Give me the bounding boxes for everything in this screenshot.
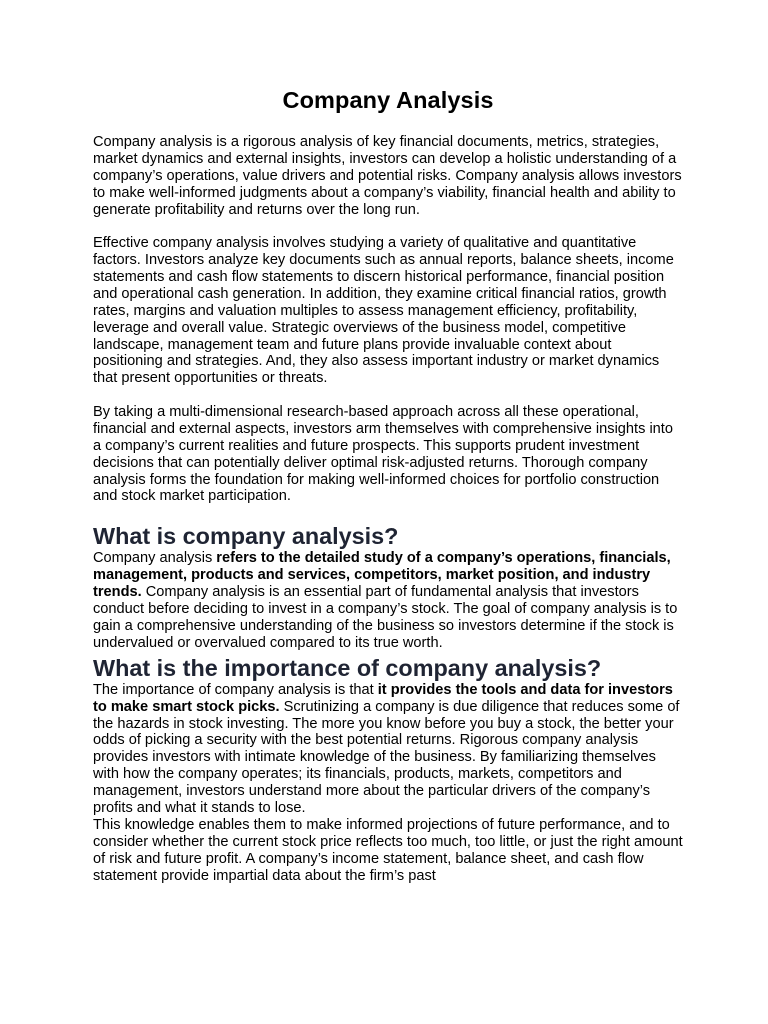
paragraph-bold-text: refers to the detailed study of a company’s operations, financials, management, products and services, competitors, market position, and industry trends. <box>93 550 671 601</box>
document-title: Company Analysis <box>282 87 494 113</box>
section-heading-importance: What is the importance of company analysis? <box>93 654 602 681</box>
document-page <box>93 86 683 885</box>
paragraph-rest-text: Company analysis is an essential part of fundamental analysis that investors conduct before deciding to invest in a company’s stock. The goal of company analysis is to gain a comprehensive understanding of the business so investors determine if the stock is undervalued or overvalued compared to its true worth. <box>93 584 678 651</box>
section-heading-what-is: What is company analysis? <box>93 523 399 550</box>
section-paragraph-importance-2: This knowledge enables them to make informed projections of future performance, and to consider whether the current stock price reflects too much, too little, or just the right amount of risk and future profit. A company’s income statement, balance sheet, and cash flow statement provide impartial data about the firm’s past <box>93 817 683 884</box>
intro-paragraph-1: Company analysis is a rigorous analysis of key financial documents, metrics, strategies, market dynamics and external insights, investors can develop a holistic understanding of a company’s operations, value drivers and potential risks. Company analysis allows investors to make well-informed judgments about a company’s viability, financial health and ability to generate profitability and returns over the long run. <box>93 134 682 218</box>
section-paragraph-importance <box>93 682 683 817</box>
paragraph-lead-text: The importance of company analysis is that <box>93 681 378 698</box>
intro-paragraph-3: By taking a multi-dimensional research-based approach across all these operational, financial and external aspects, investors arm themselves with comprehensive insights into a company’s current realities and future prospects. This supports prudent investment decisions that can potentially deliver optimal risk-adjusted returns. Thorough company analysis forms the foundation for making well-informed choices for portfolio construction and stock market participation. <box>93 403 673 505</box>
intro-paragraph-2: Effective company analysis involves studying a variety of qualitative and quantitative factors. Investors analyze key documents such as annual reports, balance sheets, income statements and cash flow statements to discern historical performance, financial position and operational cash generation. In addition, they examine critical financial ratios, growth rates, margins and valuation multiples to assess management efficiency, profitability, leverage and overall value. Strategic overviews of the business model, competitive landscape, management team and future plans provide invaluable context about positioning and strategies. And, they also assess important industry or market dynamics that present opportunities or threats. <box>93 235 674 387</box>
paragraph-bold-text: it provides the tools and data for investors to make smart stock picks. <box>93 681 673 715</box>
section-paragraph-what-is <box>93 550 683 651</box>
paragraph-lead-text: Company analysis <box>93 550 217 567</box>
paragraph-rest-text: Scrutinizing a company is due diligence that reduces some of the hazards in stock investing. The more you know before you buy a stock, the better your odds of picking a security with the best potential returns. Rigorous company analysis provides investors with intimate knowledge of the business. By familiarizing themselves with how the company operates; its financials, products, markets, competitors and management, investors understand more about the particular drivers of the company’s profits and what it stands to lose. <box>93 698 680 817</box>
